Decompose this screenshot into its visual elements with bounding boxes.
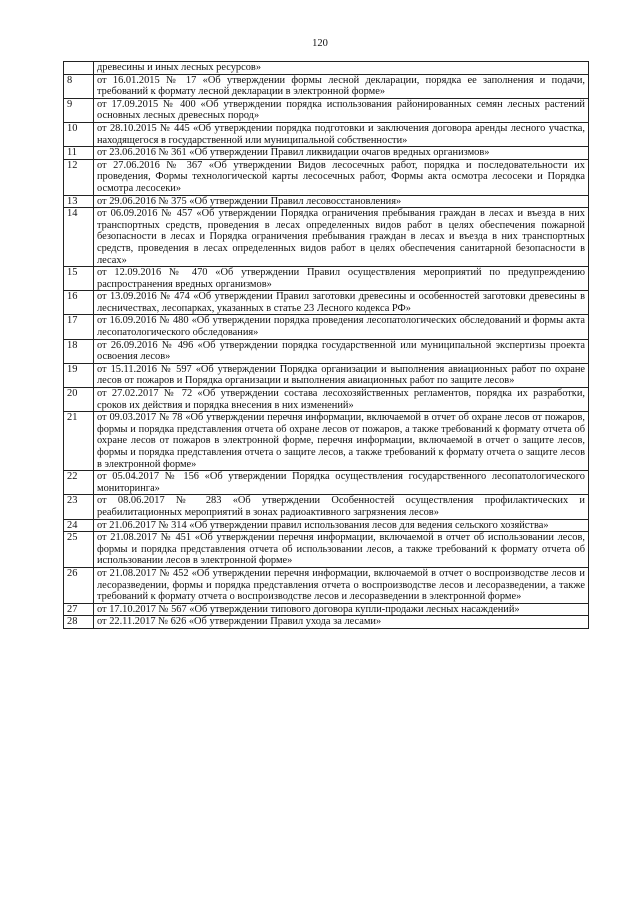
row-text: от 28.10.2015 № 445 «Об утверждении порядка подготовки и заключения договора аренды лесного участка, находящегося в государственной или муниципальной собственности»	[94, 122, 589, 146]
table-row	[64, 339, 589, 363]
row-number: 13	[64, 195, 94, 208]
row-text: от 21.06.2017 № 314 «Об утверждении правил использования лесов для ведения сельского хозяйства»	[94, 519, 589, 532]
row-text: от 06.09.2016 № 457 «Об утверждении Порядка ограничения пребывания граждан в лесах и въезда в них транспортных средств, проведения в лесах определенных видов работ в целях обеспечения пожарной безопасности в лесах и Порядка ограничения пребывания граждан в лесах и въезда в них транспортных средств, проведения в лесах определенных видов работ в целях обеспечения санитарной безопасности в лесах»	[94, 208, 589, 267]
row-text: от 29.06.2016 № 375 «Об утверждении Правил лесовосстановления»	[94, 195, 589, 208]
table-row	[64, 74, 589, 98]
row-text: от 26.09.2016 № 496 «Об утверждении порядка государственной или муниципальной экспертизы проекта освоения лесов»	[94, 339, 589, 363]
row-number: 28	[64, 616, 94, 629]
row-number: 12	[64, 159, 94, 195]
page-number: 120	[312, 38, 328, 49]
row-text: от 05.04.2017 № 156 «Об утверждении Порядка осуществления государственного лесопатологического мониторинга»	[94, 471, 589, 495]
row-number: 21	[64, 412, 94, 471]
table-row	[64, 519, 589, 532]
table-row	[64, 471, 589, 495]
table-row	[64, 532, 589, 568]
row-text: от 15.11.2016 № 597 «Об утверждении Порядка организации и выполнения авиационных работ по охране лесов от пожаров и Порядка организации и выполнения авиационных работ по защите лесов»	[94, 363, 589, 387]
row-number: 27	[64, 603, 94, 616]
table-row	[64, 122, 589, 146]
row-text: от 16.01.2015 № 17 «Об утверждении формы лесной декларации, порядка ее заполнения и подачи, требований к формату лесной декларации в электронной форме»	[94, 74, 589, 98]
table-row	[64, 495, 589, 519]
table-row	[64, 195, 589, 208]
row-number: 10	[64, 122, 94, 146]
row-number: 14	[64, 208, 94, 267]
row-number: 18	[64, 339, 94, 363]
row-number: 9	[64, 98, 94, 122]
row-number: 24	[64, 519, 94, 532]
row-text: от 23.06.2016 № 361 «Об утверждении Правил ликвидации очагов вредных организмов»	[94, 147, 589, 160]
row-text: от 17.10.2017 № 567 «Об утверждении типового договора купли-продажи лесных насаждений»	[94, 603, 589, 616]
table-row	[64, 62, 589, 75]
row-number: 16	[64, 291, 94, 315]
table-row	[64, 147, 589, 160]
row-text: от 12.09.2016 № 470 «Об утверждении Правил осуществления мероприятий по предупреждению распространения вредных организмов»	[94, 267, 589, 291]
row-number: 15	[64, 267, 94, 291]
row-text: от 13.09.2016 № 474 «Об утверждении Правил заготовки древесины и особенностей заготовки древесины в лесничествах, лесопарках, указанных в статье 23 Лесного кодекса РФ»	[94, 291, 589, 315]
row-number: 19	[64, 363, 94, 387]
row-number: 22	[64, 471, 94, 495]
row-number: 17	[64, 315, 94, 339]
row-number: 20	[64, 388, 94, 412]
row-text: древесины и иных лесных ресурсов»	[94, 62, 589, 75]
orders-table	[63, 61, 589, 629]
table-row	[64, 616, 589, 629]
row-number	[64, 62, 94, 75]
row-number: 25	[64, 532, 94, 568]
row-number: 23	[64, 495, 94, 519]
row-text: от 09.03.2017 № 78 «Об утверждении перечня информации, включаемой в отчет об охране лесов от пожаров, формы и порядка представления отчета об охране лесов от пожаров, а также требований к формату отчета об охране лесов от пожаров в электронной форме, перечня информации, включаемой в отчет о защите лесов, формы и порядка представления отчета о защите лесов, а также требований к формату отчета о защите лесов в электронной форме»	[94, 412, 589, 471]
table-row	[64, 159, 589, 195]
row-text: от 27.02.2017 № 72 «Об утверждении состава лесохозяйственных регламентов, порядка их разработки, сроков их действия и порядка внесения в них изменений»	[94, 388, 589, 412]
row-text: от 21.08.2017 № 451 «Об утверждении перечня информации, включаемой в отчет об использовании лесов, формы и порядка представления отчета об использовании лесов, а также требований к формату отчета об использовании лесов в электронной форме»	[94, 532, 589, 568]
table-row	[64, 363, 589, 387]
table-row	[64, 98, 589, 122]
row-text: от 21.08.2017 № 452 «Об утверждении перечня информации, включаемой в отчет о воспроизводстве лесов и лесоразведении, формы и порядка представления отчета о воспроизводстве лесов и лесоразведении, а также требований к формату отчета о воспроизводстве лесов и лесоразведении в электронной форме»	[94, 567, 589, 603]
row-text: от 17.09.2015 № 400 «Об утверждении порядка использования районированных семян лесных растений основных лесных древесных пород»	[94, 98, 589, 122]
row-text: от 27.06.2016 № 367 «Об утверждении Видов лесосечных работ, порядка и последовательности их проведения, Формы технологической карты лесосечных работ, Формы акта осмотра лесосеки и Порядка осмотра лесосеки»	[94, 159, 589, 195]
row-text: от 08.06.2017 № 283 «Об утверждении Особенностей осуществления профилактических и реабилитационных мероприятий в зонах радиоактивного загрязнения лесов»	[94, 495, 589, 519]
table-row	[64, 603, 589, 616]
row-number: 11	[64, 147, 94, 160]
row-text: от 16.09.2016 № 480 «Об утверждении порядка проведения лесопатологических обследований и формы акта лесопатологического обследования»	[94, 315, 589, 339]
row-text: от 22.11.2017 № 626 «Об утверждении Правил ухода за лесами»	[94, 616, 589, 629]
row-number: 8	[64, 74, 94, 98]
table-row	[64, 208, 589, 267]
row-number: 26	[64, 567, 94, 603]
table-row	[64, 267, 589, 291]
table-row	[64, 315, 589, 339]
table-row	[64, 412, 589, 471]
table-row	[64, 388, 589, 412]
table-row	[64, 291, 589, 315]
table-row	[64, 567, 589, 603]
